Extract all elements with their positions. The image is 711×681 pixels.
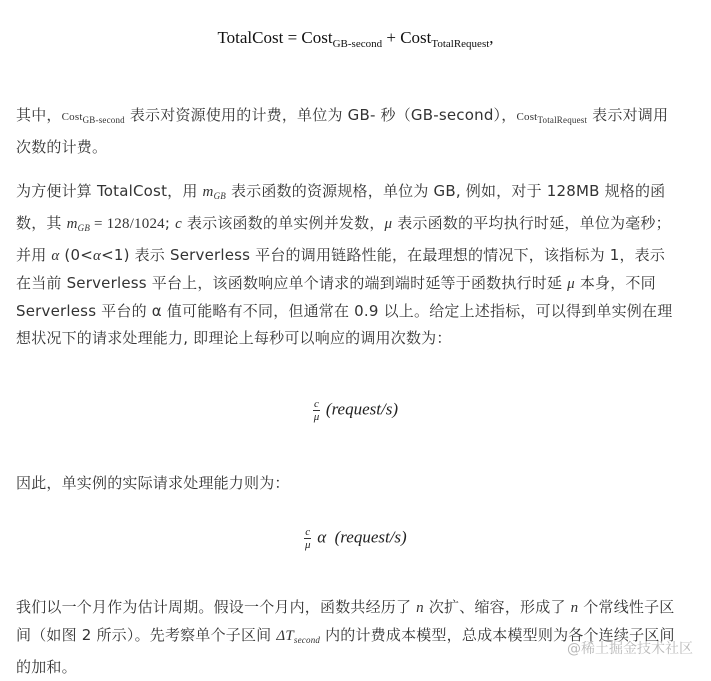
formula-eq: =: [287, 28, 298, 47]
p2-text-d: 表示该函数的单实例并发数，: [181, 214, 385, 232]
term1-sub: GB-second: [332, 38, 383, 50]
frac-num: c: [314, 398, 319, 410]
fraction-c-over-mu-2: [304, 526, 311, 551]
actual-throughput-formula: [0, 526, 711, 551]
mu-symbol-2: μ: [567, 276, 575, 292]
p2-text-g: <1) 表示 Serverless 平台的调用链路性能，在最理想的情况下，该指标为 1，表示在当前 Serverless 平台上，该函数响应单个请求的端到端时延等于函数执行时延: [16, 246, 666, 292]
paragraph-cost-definitions: [16, 102, 680, 161]
formula-term2: [400, 28, 490, 50]
paragraph-actual-capacity: 因此，单实例的实际请求处理能力则为：: [16, 474, 290, 492]
ideal-throughput-formula: [0, 398, 711, 423]
p2-text-f: (0<: [59, 246, 93, 264]
delta-t-symbol: [276, 628, 320, 644]
p5-text-c: 个常线性子区间（如图 2 所示）。先考察单个子区间: [16, 598, 675, 644]
cost1-sub: GB-second: [82, 115, 125, 125]
p2-text-h: 本身，不同 Serverless 平台的 α 值可能略有不同，但通常在 0.9 以上。给定上述指标，可以得到单实例在理想状况下的请求处理能力, 即理论上每秒可以响应的调用次数为：: [16, 274, 673, 347]
p1-text-a: 其中，: [16, 106, 62, 124]
frac2-den: μ: [304, 539, 311, 551]
p1-text-c: 表示对调用次数的计费。: [16, 106, 669, 156]
mu-symbol: μ: [384, 216, 393, 232]
formula-lhs: TotalCost: [217, 28, 284, 47]
p2-text-a: 为方便计算 TotalCost，用: [16, 182, 198, 200]
frac2-num: c: [305, 526, 311, 538]
p5-text-b: 次扩、缩容，形成了: [423, 598, 571, 616]
alpha-symbol-2: α: [93, 248, 102, 264]
cost2-sub: TotalRequest: [537, 115, 588, 125]
cost1-base: Cost: [61, 111, 83, 123]
dt-base: ΔT: [276, 628, 294, 644]
p5-text-d: 内的计费成本模型，总成本模型则为各个连续子区间的加和。: [16, 626, 675, 676]
formula-tail: ,: [489, 28, 494, 47]
throughput-unit-2: (request/s): [334, 527, 407, 547]
p2-text-c: ;: [164, 214, 176, 232]
term2-base: Cost: [400, 28, 432, 47]
throughput-unit: (request/s): [325, 399, 398, 419]
n-var: n: [416, 600, 424, 616]
formula-plus: +: [386, 28, 396, 47]
p2-text-e: 表示函数的平均执行时延，单位为毫秒；并用: [16, 214, 671, 264]
p5-text-a: 我们以一个月作为估计周期。假设一个月内，函数共经历了: [16, 598, 417, 616]
m-gb-equation: [67, 216, 165, 232]
m-base: m: [202, 184, 214, 200]
p1-text-b: 表示对资源使用的计费，单位为 GB- 秒（GB-second），: [129, 106, 517, 124]
m-gb-symbol: [203, 184, 226, 200]
eq-base: m: [66, 216, 78, 232]
frac-den: μ: [313, 411, 320, 423]
c-var: c: [175, 216, 182, 232]
m-sub: GB: [213, 191, 226, 201]
eq-rest: = 128/1024: [90, 216, 165, 232]
alpha-factor: α: [317, 527, 327, 547]
p2-text-b: 表示函数的资源规格，单位为 GB, 例如，对于 128MB 规格的函数，其: [16, 182, 666, 232]
n-var-2: n: [570, 600, 579, 616]
formula-term1: [301, 28, 383, 50]
cost-gb-second-symbol: [62, 111, 125, 123]
cost-total-request-symbol: [516, 111, 587, 123]
watermark: @稀土掘金技术社区: [567, 641, 693, 657]
total-cost-formula: [0, 28, 711, 50]
term1-base: Cost: [301, 28, 333, 47]
dt-sub: second: [293, 635, 321, 645]
alpha-symbol: α: [51, 248, 60, 264]
cost2-base: Cost: [516, 111, 538, 123]
paragraph-parameters: [16, 178, 680, 352]
term2-sub: TotalRequest: [431, 38, 490, 50]
fraction-c-over-mu: [313, 398, 320, 423]
eq-sub: GB: [77, 223, 91, 233]
